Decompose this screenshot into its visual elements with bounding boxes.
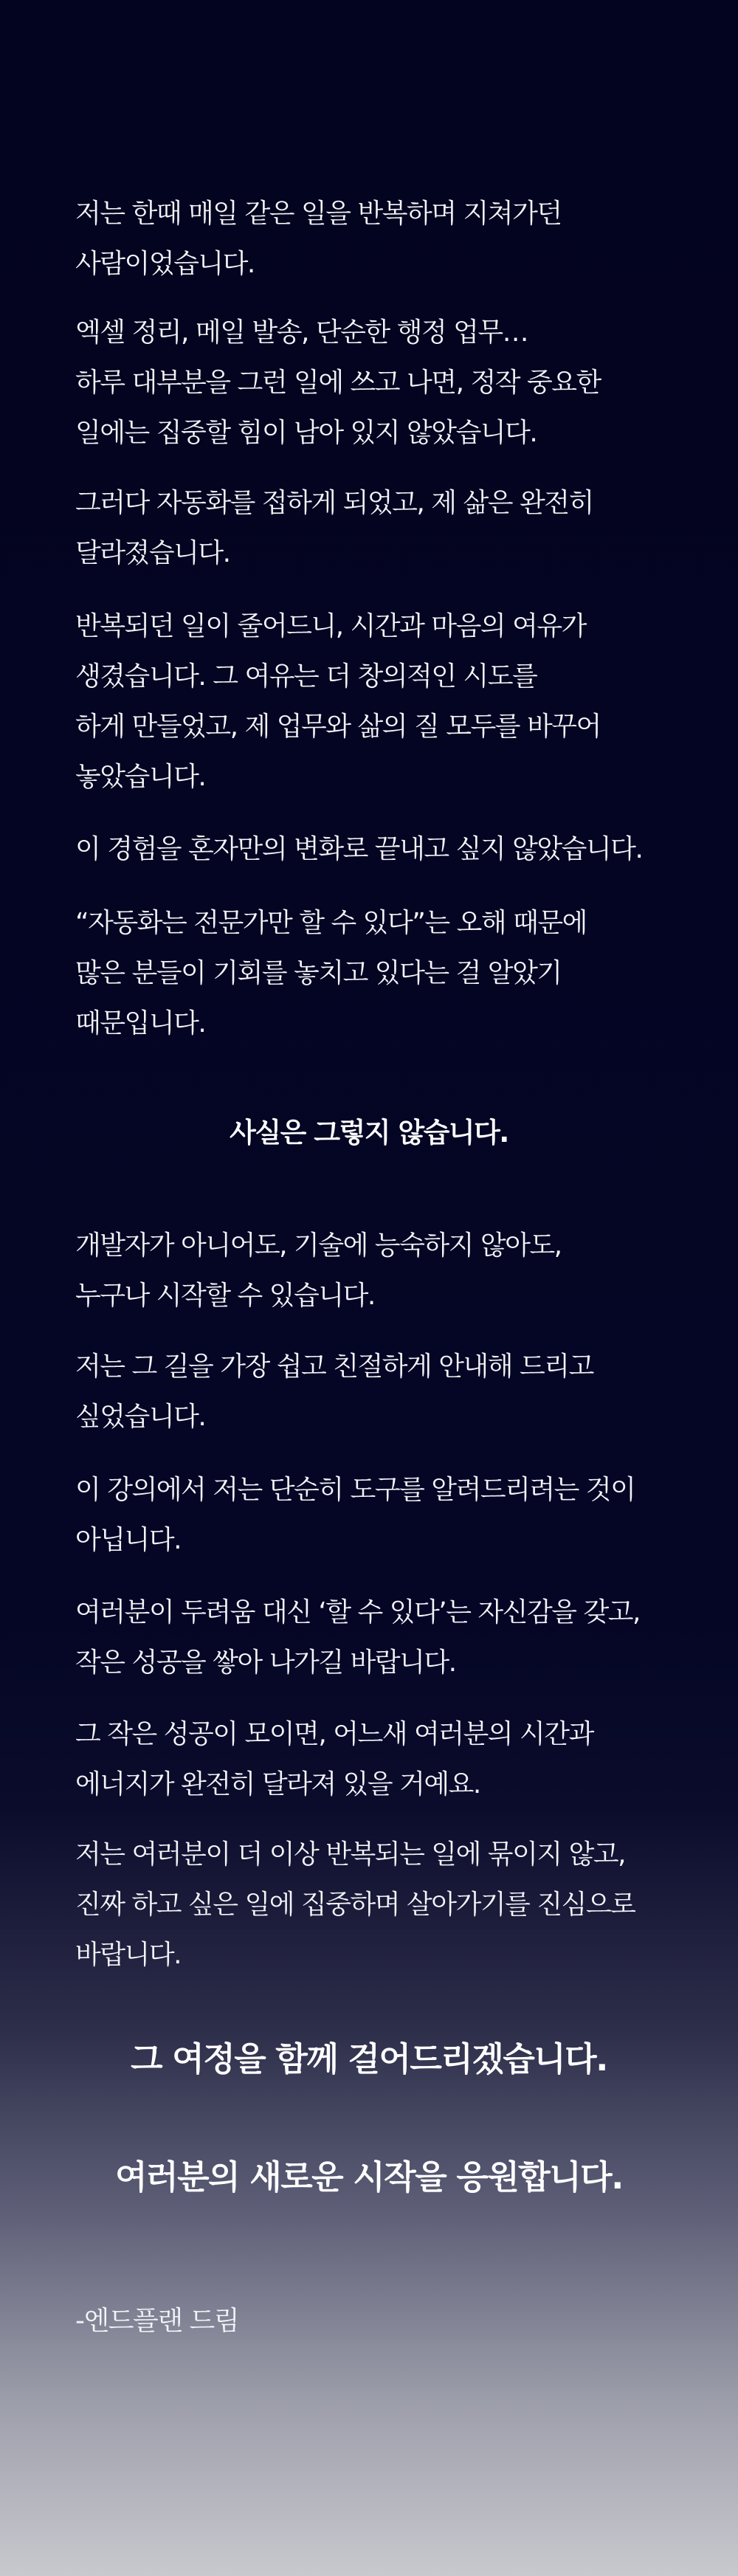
paragraph — [75, 478, 695, 579]
text-line: 반복되던 일이 줄어드니, 시간과 마음의 여유가 — [75, 611, 586, 641]
text-line: 저는 그 길을 가장 쉽고 친절하게 안내해 드리고 — [75, 1351, 593, 1382]
text-line: 에너지가 완전히 달라져 있을 거예요. — [75, 1769, 480, 1800]
text-line: “자동화는 전문가만 할 수 있다”는 오해 때문에 — [75, 908, 587, 938]
text-line: 그러다 자동화를 접하게 되었고, 제 삶은 완전히 — [75, 488, 593, 518]
paragraph — [75, 308, 695, 458]
paragraph — [75, 1342, 695, 1442]
paragraph — [75, 189, 695, 289]
text-line: 저는 여러분이 더 이상 반복되는 일에 묶이지 않고, — [75, 1839, 626, 1870]
closing-line: 여러분의 새로운 시작을 응원합니다. — [115, 2157, 623, 2197]
paragraph — [75, 1588, 695, 1688]
text-line: 진짜 하고 싶은 일에 집중하며 살아가기를 진심으로 — [75, 1890, 635, 1920]
text-line: 놓았습니다. — [75, 762, 206, 792]
text-line: 많은 분들이 기회를 놓치고 있다는 걸 알았기 — [75, 958, 562, 988]
text-line: 그 작은 성공이 모이면, 어느새 여러분의 시간과 — [75, 1719, 593, 1749]
paragraph — [75, 898, 695, 1049]
text-line: 하루 대부분을 그런 일에 쓰고 나면, 정작 중요한 — [75, 368, 601, 398]
paragraph — [75, 1830, 695, 1980]
paragraph — [75, 602, 695, 802]
paragraph — [75, 1709, 695, 1810]
text-line: 달라졌습니다. — [75, 538, 230, 568]
text-line: 이 경험을 혼자만의 변화로 끝내고 싶지 않았습니다. — [75, 834, 643, 864]
text-line: 엑셀 정리, 메일 발송, 단순한 행정 업무… — [75, 317, 528, 348]
text-line: 일에는 집중할 힘이 남아 있지 않았습니다. — [75, 418, 537, 448]
paragraph — [75, 824, 695, 875]
text-line: 누구나 시작할 수 있습니다. — [75, 1281, 375, 1311]
text-line: 싶었습니다. — [75, 1402, 206, 1432]
closing-line: 그 여정을 함께 걸어드리겠습니다. — [131, 2039, 607, 2079]
text-line: 저는 한때 매일 같은 일을 반복하며 지쳐가던 — [75, 199, 562, 229]
text-line: 작은 성공을 쌓아 나가길 바랍니다. — [75, 1647, 456, 1678]
text-line: 이 강의에서 저는 단순히 도구를 알려드리려는 것이 — [75, 1475, 635, 1505]
text-line: 하게 만들었고, 제 업무와 삶의 질 모두를 바꾸어 — [75, 712, 601, 742]
text-line: 생겼습니다. 그 여유는 더 창의적인 시도를 — [75, 661, 537, 692]
signature: -엔드플랜 드림 — [75, 2306, 239, 2336]
text-line: 때문입니다. — [75, 1008, 206, 1039]
emphasis-heading: 사실은 그렇지 않습니다. — [230, 1117, 508, 1148]
text-line: 바랍니다. — [75, 1940, 182, 1970]
paragraph — [75, 1465, 695, 1566]
text-line: 아닙니다. — [75, 1525, 182, 1555]
text-line: 사람이었습니다. — [75, 249, 255, 279]
text-line: 여러분이 두려움 대신 ‘할 수 있다’는 자신감을 갖고, — [75, 1597, 640, 1628]
paragraph — [75, 1221, 695, 1321]
text-line: 개발자가 아니어도, 기술에 능숙하지 않아도, — [75, 1230, 562, 1261]
